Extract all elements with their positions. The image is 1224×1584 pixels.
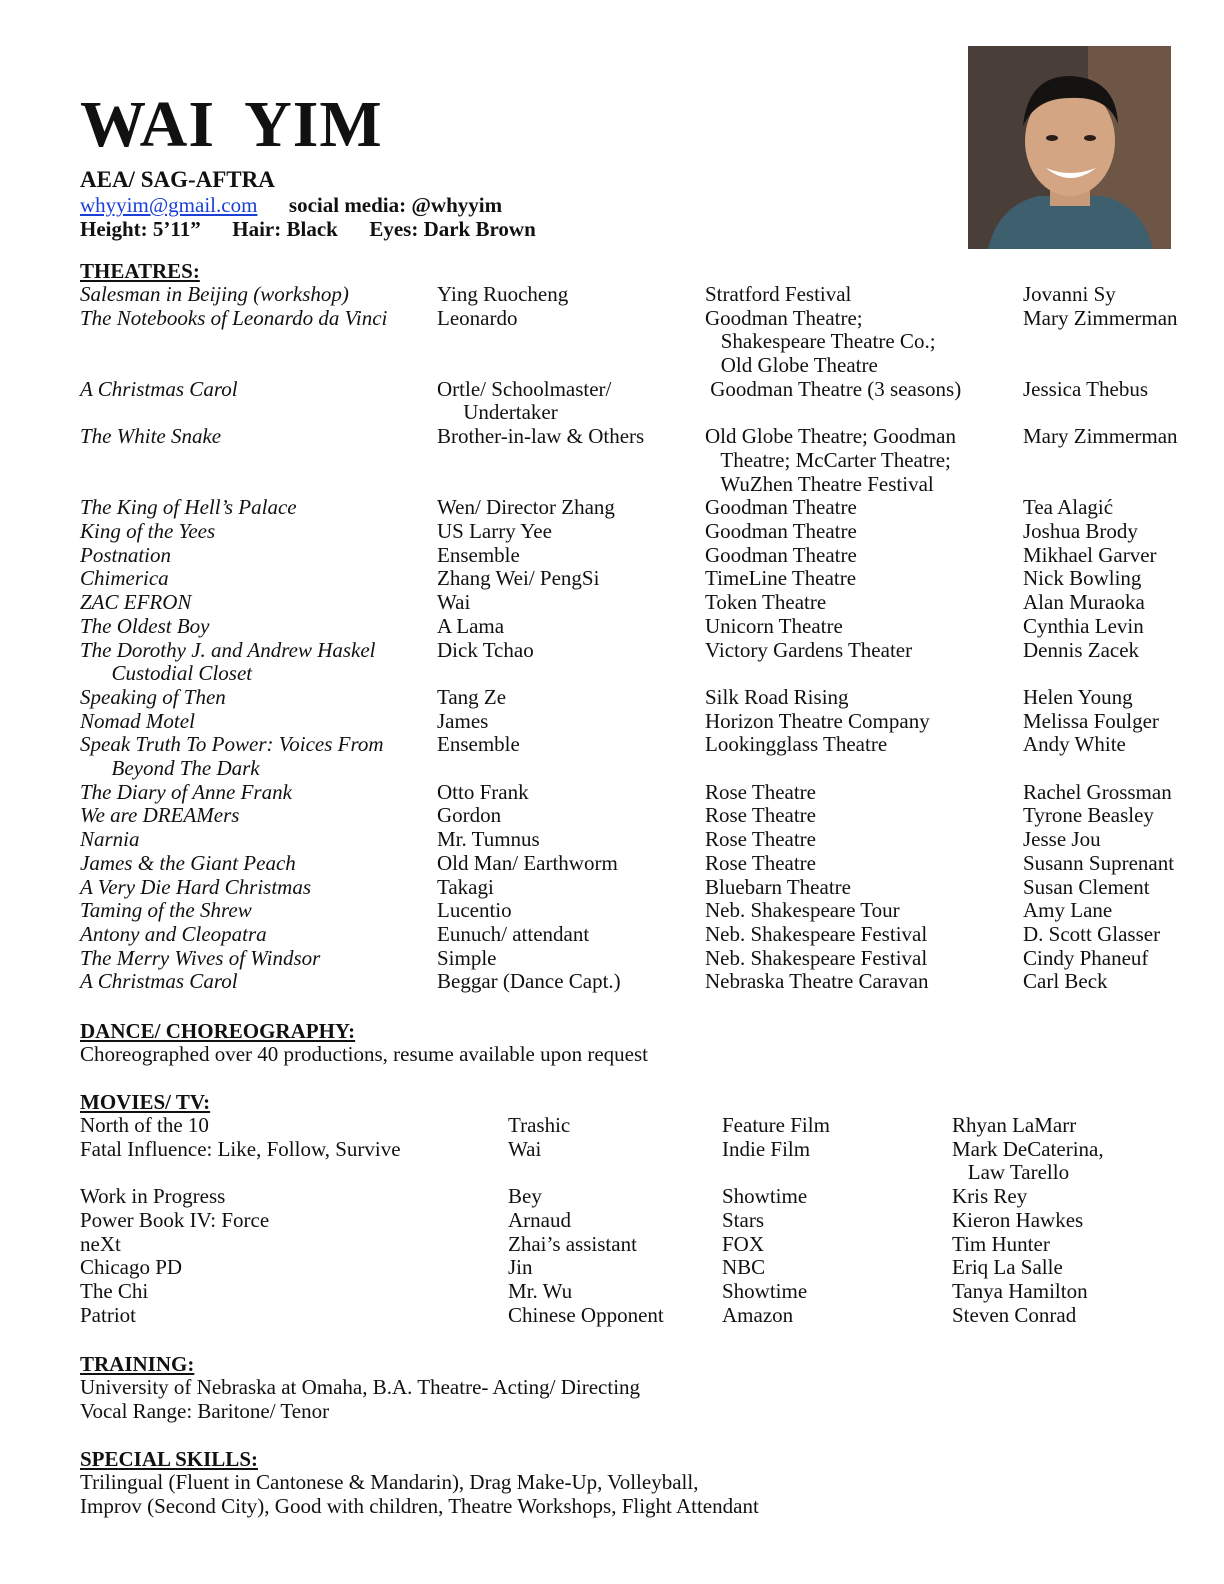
- movie-title: North of the 10: [80, 1113, 209, 1137]
- hair: Hair: Black: [232, 217, 338, 241]
- theatre-venue: Theatre; McCarter Theatre;: [705, 447, 951, 472]
- theatre-role: James: [437, 708, 489, 733]
- theatre-role: Dick Tchao: [437, 637, 534, 662]
- theatre-director: Andy White: [1023, 732, 1126, 757]
- theatre-venue: Goodman Theatre (3 seasons): [705, 376, 962, 401]
- theatre-venue: Goodman Theatre: [705, 542, 857, 567]
- eyes: Eyes: Dark Brown: [369, 217, 536, 241]
- theatre-role: Old Man/ Earthworm: [437, 850, 618, 875]
- theatre-director: Rachel Grossman: [1023, 779, 1172, 804]
- movie-director: Kieron Hawkes: [952, 1207, 1084, 1232]
- movie-type: NBC: [722, 1255, 766, 1280]
- theatre-title: Salesman in Beijing (workshop): [80, 282, 349, 306]
- theatre-title: King of the Yees: [80, 519, 216, 543]
- movie-director: Tanya Hamilton: [952, 1278, 1088, 1303]
- theatre-role: Otto Frank: [437, 779, 529, 804]
- theatre-venue: Stratford Festival: [705, 282, 852, 306]
- theatre-role: Brother-in-law & Others: [437, 424, 645, 449]
- theatre-title: Beyond The Dark: [80, 755, 260, 780]
- movie-title: The Chi: [80, 1278, 149, 1303]
- theatre-director: Jesse Jou: [1023, 827, 1101, 852]
- theatre-venue: Lookingglass Theatre: [705, 732, 888, 757]
- actor-name: WAI YIM: [80, 88, 383, 161]
- height: Height: 5’11”: [80, 217, 201, 241]
- theatre-venue: Rose Theatre: [705, 827, 816, 852]
- theatre-director: Amy Lane: [1023, 898, 1113, 923]
- theatre-role: Takagi: [437, 874, 494, 899]
- movie-role: Trashic: [508, 1113, 571, 1137]
- physical-stats: [80, 217, 536, 241]
- theatre-director: Helen Young: [1023, 684, 1133, 709]
- theatre-director: Susann Suprenant: [1023, 850, 1175, 875]
- theatre-title: Postnation: [80, 542, 172, 567]
- theatre-title: A Christmas Carol: [80, 969, 238, 994]
- theatre-director: Jessica Thebus: [1023, 376, 1149, 401]
- theatre-venue: Neb. Shakespeare Festival: [705, 945, 928, 970]
- skills-line: Trilingual (Fluent in Cantonese & Mandarin), Drag Make-Up, Volleyball,: [80, 1470, 699, 1494]
- movie-title: neXt: [80, 1231, 121, 1256]
- email-link[interactable]: whyyim@gmail.com: [80, 193, 258, 217]
- theatre-director: Alan Muraoka: [1023, 590, 1145, 615]
- movie-role: Bey: [508, 1184, 542, 1209]
- theatre-venue: WuZhen Theatre Festival: [705, 471, 934, 496]
- theatre-role: Undertaker: [437, 400, 558, 425]
- theatre-title: The Dorothy J. and Andrew Haskel: [80, 637, 376, 662]
- movie-type: Amazon: [722, 1302, 794, 1327]
- movies-heading: MOVIES/ TV:: [80, 1090, 211, 1114]
- theatre-title: Chimerica: [80, 566, 169, 591]
- movie-type: Showtime: [722, 1278, 808, 1303]
- theatre-title: The White Snake: [80, 424, 222, 449]
- movie-role: Wai: [508, 1136, 542, 1161]
- theatre-title: James & the Giant Peach: [80, 850, 296, 875]
- movie-type: Showtime: [722, 1184, 808, 1209]
- theatre-director: Nick Bowling: [1023, 566, 1142, 591]
- theatre-title: A Christmas Carol: [80, 376, 238, 401]
- theatre-director: Mikhael Garver: [1023, 542, 1157, 567]
- theatre-director: D. Scott Glasser: [1023, 921, 1161, 946]
- theatre-venue: Neb. Shakespeare Tour: [705, 898, 900, 923]
- headshot-photo: [968, 46, 1171, 249]
- theatre-role: Zhang Wei/ PengSi: [437, 566, 600, 591]
- skills-line: Improv (Second City), Good with children, Theatre Workshops, Flight Attendant: [80, 1494, 759, 1518]
- theatre-role: Eunuch/ attendant: [437, 921, 590, 946]
- theatre-title: ZAC EFRON: [80, 590, 192, 615]
- theatre-venue: Shakespeare Theatre Co.;: [705, 329, 936, 354]
- theatre-role: Gordon: [437, 803, 502, 828]
- theatres-heading: THEATRES:: [80, 259, 200, 283]
- theatre-director: Melissa Foulger: [1023, 708, 1159, 733]
- theatre-role: Ensemble: [437, 542, 520, 567]
- theatre-title: We are DREAMers: [80, 803, 240, 828]
- training-line: Vocal Range: Baritone/ Tenor: [80, 1399, 330, 1423]
- dance-heading: DANCE/ CHOREOGRAPHY:: [80, 1019, 356, 1043]
- theatre-director: Tyrone Beasley: [1023, 803, 1154, 828]
- theatre-role: Leonardo: [437, 305, 518, 330]
- movie-title: Power Book IV: Force: [80, 1207, 270, 1232]
- theatre-venue: Rose Theatre: [705, 779, 816, 804]
- theatre-role: Mr. Tumnus: [437, 827, 540, 852]
- movie-type: FOX: [722, 1231, 765, 1256]
- movie-title: Patriot: [80, 1302, 136, 1327]
- theatre-role: Wen/ Director Zhang: [437, 495, 615, 520]
- theatre-director: Tea Alagić: [1023, 495, 1114, 520]
- theatre-role: A Lama: [437, 613, 505, 638]
- theatre-role: Lucentio: [437, 898, 512, 923]
- movie-director: Rhyan LaMarr: [952, 1113, 1077, 1137]
- movie-role: Jin: [508, 1255, 533, 1280]
- movie-role: Zhai’s assistant: [508, 1231, 637, 1256]
- theatre-venue: Token Theatre: [705, 590, 827, 615]
- theatre-title: Taming of the Shrew: [80, 898, 252, 923]
- theatre-venue: Old Globe Theatre: [705, 353, 878, 378]
- theatre-role: Tang Ze: [437, 684, 507, 709]
- movie-type: Feature Film: [722, 1113, 830, 1137]
- theatre-director: Jovanni Sy: [1023, 282, 1116, 306]
- theatre-venue: Victory Gardens Theater: [705, 637, 913, 662]
- theatre-role: Wai: [437, 590, 471, 615]
- movie-type: Indie Film: [722, 1136, 811, 1161]
- movie-role: Arnaud: [508, 1207, 571, 1232]
- theatre-role: US Larry Yee: [437, 519, 552, 543]
- theatre-title: The King of Hell’s Palace: [80, 495, 297, 520]
- movie-title: Work in Progress: [80, 1184, 226, 1209]
- theatre-venue: Horizon Theatre Company: [705, 708, 930, 733]
- theatre-venue: Goodman Theatre: [705, 495, 857, 520]
- theatre-title: The Diary of Anne Frank: [80, 779, 292, 804]
- theatre-title: Speak Truth To Power: Voices From: [80, 732, 384, 757]
- theatre-venue: Bluebarn Theatre: [705, 874, 851, 899]
- movie-director: Steven Conrad: [952, 1302, 1077, 1327]
- dance-text: Choreographed over 40 productions, resume available upon request: [80, 1042, 648, 1066]
- movie-role: Mr. Wu: [508, 1278, 573, 1303]
- movie-director: Tim Hunter: [952, 1231, 1050, 1256]
- theatre-venue: Nebraska Theatre Caravan: [705, 969, 929, 994]
- training-heading: TRAINING:: [80, 1352, 195, 1376]
- theatre-role: Ensemble: [437, 732, 520, 757]
- theatre-title: A Very Die Hard Christmas: [80, 874, 311, 899]
- theatre-title: Antony and Cleopatra: [80, 921, 267, 946]
- theatre-venue: TimeLine Theatre: [705, 566, 857, 591]
- theatre-director: Cindy Phaneuf: [1023, 945, 1149, 970]
- theatre-venue: Silk Road Rising: [705, 684, 849, 709]
- theatre-director: Mary Zimmerman: [1023, 305, 1178, 330]
- theatre-director: Dennis Zacek: [1023, 637, 1140, 662]
- theatre-venue: Neb. Shakespeare Festival: [705, 921, 928, 946]
- contact-line: [80, 193, 502, 217]
- movie-title: Fatal Influence: Like, Follow, Survive: [80, 1136, 401, 1161]
- theatre-role: Beggar (Dance Capt.): [437, 969, 621, 994]
- theatre-director: Mary Zimmerman: [1023, 424, 1178, 449]
- movie-director: Kris Rey: [952, 1184, 1028, 1209]
- movie-director: Mark DeCaterina,: [952, 1136, 1104, 1161]
- theatre-venue: Goodman Theatre: [705, 519, 857, 543]
- movie-director: Law Tarello: [952, 1160, 1070, 1185]
- theatre-role: Ortle/ Schoolmaster/: [437, 376, 612, 401]
- theatre-title: The Merry Wives of Windsor: [80, 945, 321, 970]
- movie-director: Eriq La Salle: [952, 1255, 1063, 1280]
- theatre-title: Custodial Closet: [80, 661, 253, 686]
- theatre-title: Nomad Motel: [80, 708, 195, 733]
- theatre-venue: Old Globe Theatre; Goodman: [705, 424, 956, 449]
- training-line: University of Nebraska at Omaha, B.A. Theatre- Acting/ Directing: [80, 1375, 641, 1399]
- theatre-venue: Goodman Theatre;: [705, 305, 863, 330]
- movie-title: Chicago PD: [80, 1255, 183, 1280]
- movie-role: Chinese Opponent: [508, 1302, 664, 1327]
- theatre-venue: Rose Theatre: [705, 803, 816, 828]
- theatre-director: Cynthia Levin: [1023, 613, 1144, 638]
- theatre-director: Joshua Brody: [1023, 519, 1138, 543]
- theatre-role: Ying Ruocheng: [437, 282, 569, 306]
- skills-heading: SPECIAL SKILLS:: [80, 1447, 258, 1471]
- theatre-title: The Notebooks of Leonardo da Vinci: [80, 305, 388, 330]
- theatre-title: Narnia: [80, 827, 140, 852]
- theatre-venue: Rose Theatre: [705, 850, 816, 875]
- theatre-role: Simple: [437, 945, 497, 970]
- theatre-director: Susan Clement: [1023, 874, 1150, 899]
- theatre-title: The Oldest Boy: [80, 613, 210, 638]
- headshot-image: [968, 46, 1171, 249]
- social-media: social media: @whyyim: [288, 193, 503, 217]
- theatre-venue: Unicorn Theatre: [705, 613, 843, 638]
- theatre-director: Carl Beck: [1023, 969, 1108, 994]
- movie-type: Stars: [722, 1207, 764, 1232]
- theatre-title: Speaking of Then: [80, 684, 226, 709]
- union-affiliations: AEA/ SAG-AFTRA: [80, 167, 275, 192]
